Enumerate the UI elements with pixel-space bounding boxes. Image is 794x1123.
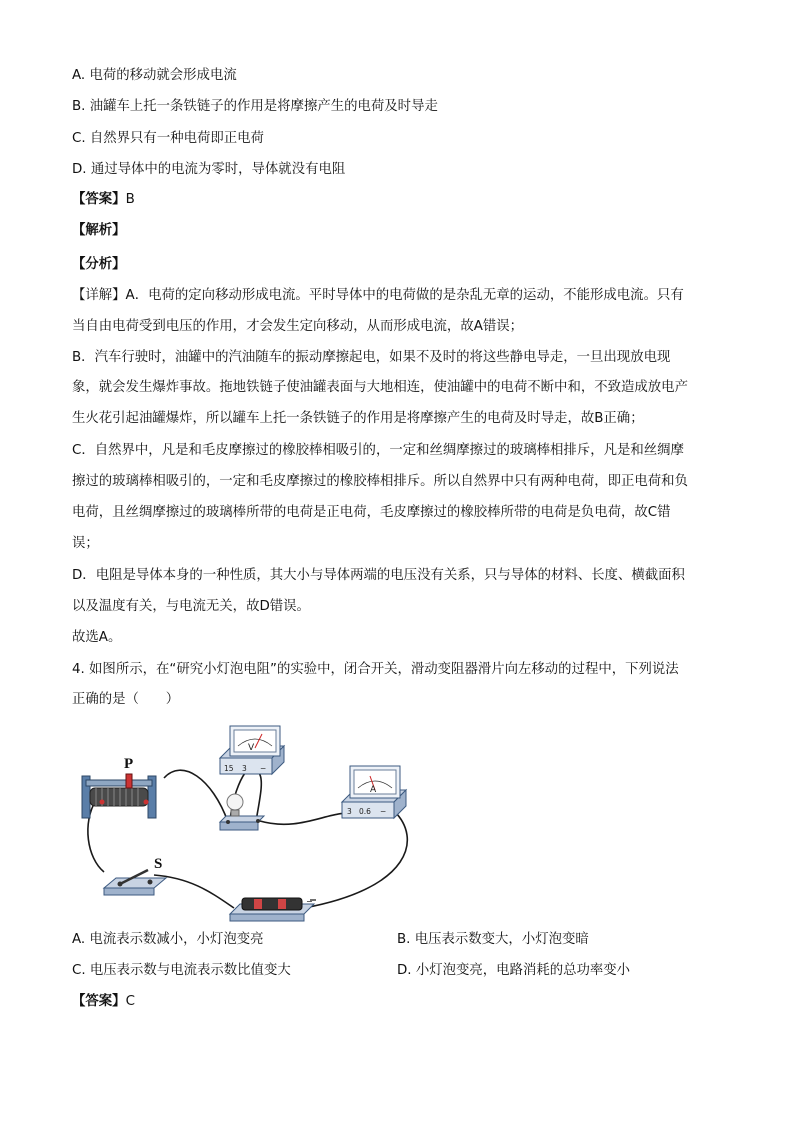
q3-option-b: B. 油罐车上托一条铁链子的作用是将摩擦产生的电荷及时导走 [72,99,438,114]
q4-option-a: A. 电流表示数减小，小灯泡变亮 [72,932,264,947]
q3-option-c: C. 自然界只有一种电荷即正电荷 [72,131,264,146]
voltmeter-symbol: V [248,743,255,753]
q4-stem-line: 4. 如图所示，在“研究小灯泡电阻”的实验中，闭合开关，滑动变阻器滑片向左移动的过程中，下列说法 [72,662,679,677]
q4-stem-line: 正确的是（ ） [72,692,180,707]
q4-answer [72,992,135,1012]
battery-pack [230,898,316,921]
detail-line: C．自然界中，凡是和毛皮摩擦过的橡胶棒相吸引的，一定和丝绸摩擦过的玻璃棒相排斥，凡是和丝绸摩 [72,443,684,458]
switch-label-s: S [154,856,163,872]
q3-option-d: D. 通过导体中的电流为零时，导体就没有电阻 [72,162,346,177]
q3-option-a: A. 电荷的移动就会形成电流 [72,68,237,83]
detail-line: 当自由电荷受到电压的作用，才会发生定向移动，从而形成电流，故A错误； [72,319,524,334]
q4-option-c: C. 电压表示数与电流表示数比值变大 [72,963,291,978]
voltmeter-terminal-3: 3 [242,764,247,773]
answer-tag: 【答案】 [72,994,126,1009]
rheostat [82,774,156,818]
voltmeter-terminal-minus: − [260,764,267,773]
detail-line: 擦过的玻璃棒相吸引的，一定和毛皮摩擦过的橡胶棒相排斥。所以自然界中只有两种电荷，即正电荷和负 [72,474,688,489]
rheostat-label-p: P [124,756,134,772]
answer-tag: 【答案】 [72,192,126,207]
detail-line: 电荷，且丝绸摩擦过的玻璃棒所带的电荷是正电荷，毛皮摩擦过的橡胶棒所带的电荷是负电荷，故C错 [72,505,671,520]
answer-value: C [125,994,135,1009]
q4-option-d: D. 小灯泡变亮，电路消耗的总功率变小 [397,963,631,978]
switch [104,870,166,895]
detail-line: B．汽车行驶时，油罐中的汽油随车的振动摩擦起电，如果不及时的将这些静电导走，一旦出现放电现 [72,350,671,365]
detail-line: 以及温度有关，与电流无关，故D错误。 [72,599,310,614]
detail-line: 象，就会发生爆炸事故。拖地铁链子使油罐表面与大地相连，使油罐中的电荷不断中和，不致造成放电产 [72,380,688,395]
detail-line: D．电阻是导体本身的一种性质，其大小与导体两端的电压没有关系，只与导体的材料、长度、横截面积 [72,568,685,583]
voltmeter-terminal-15: 15 [224,764,234,773]
detail-line: 故选A。 [72,630,122,645]
q4-option-b: B. 电压表示数变大，小灯泡变暗 [397,932,589,947]
q3-analysis-tag: 【解析】 [72,223,126,238]
ammeter-terminal-0.6: 0.6 [359,807,371,816]
q3-fenxi-tag: 【分析】 [72,257,126,272]
ammeter-terminal-minus: − [380,807,387,816]
ammeter-terminal-3: 3 [347,807,352,816]
circuit-diagram [72,718,417,923]
detail-line: 【详解】A．电荷的定向移动形成电流。平时导体中的电荷做的是杂乱无章的运动，不能形成电流。只有 [72,288,684,303]
q3-answer [72,190,135,210]
battery-minus-label: − [306,897,313,906]
detail-line: 生火花引起油罐爆炸，所以罐车上托一条铁链子的作用是将摩擦产生的电荷及时导走，故B正确； [72,411,644,426]
ammeter-symbol: A [370,785,377,795]
detail-line: 误； [72,536,99,551]
answer-value: B [125,192,135,207]
